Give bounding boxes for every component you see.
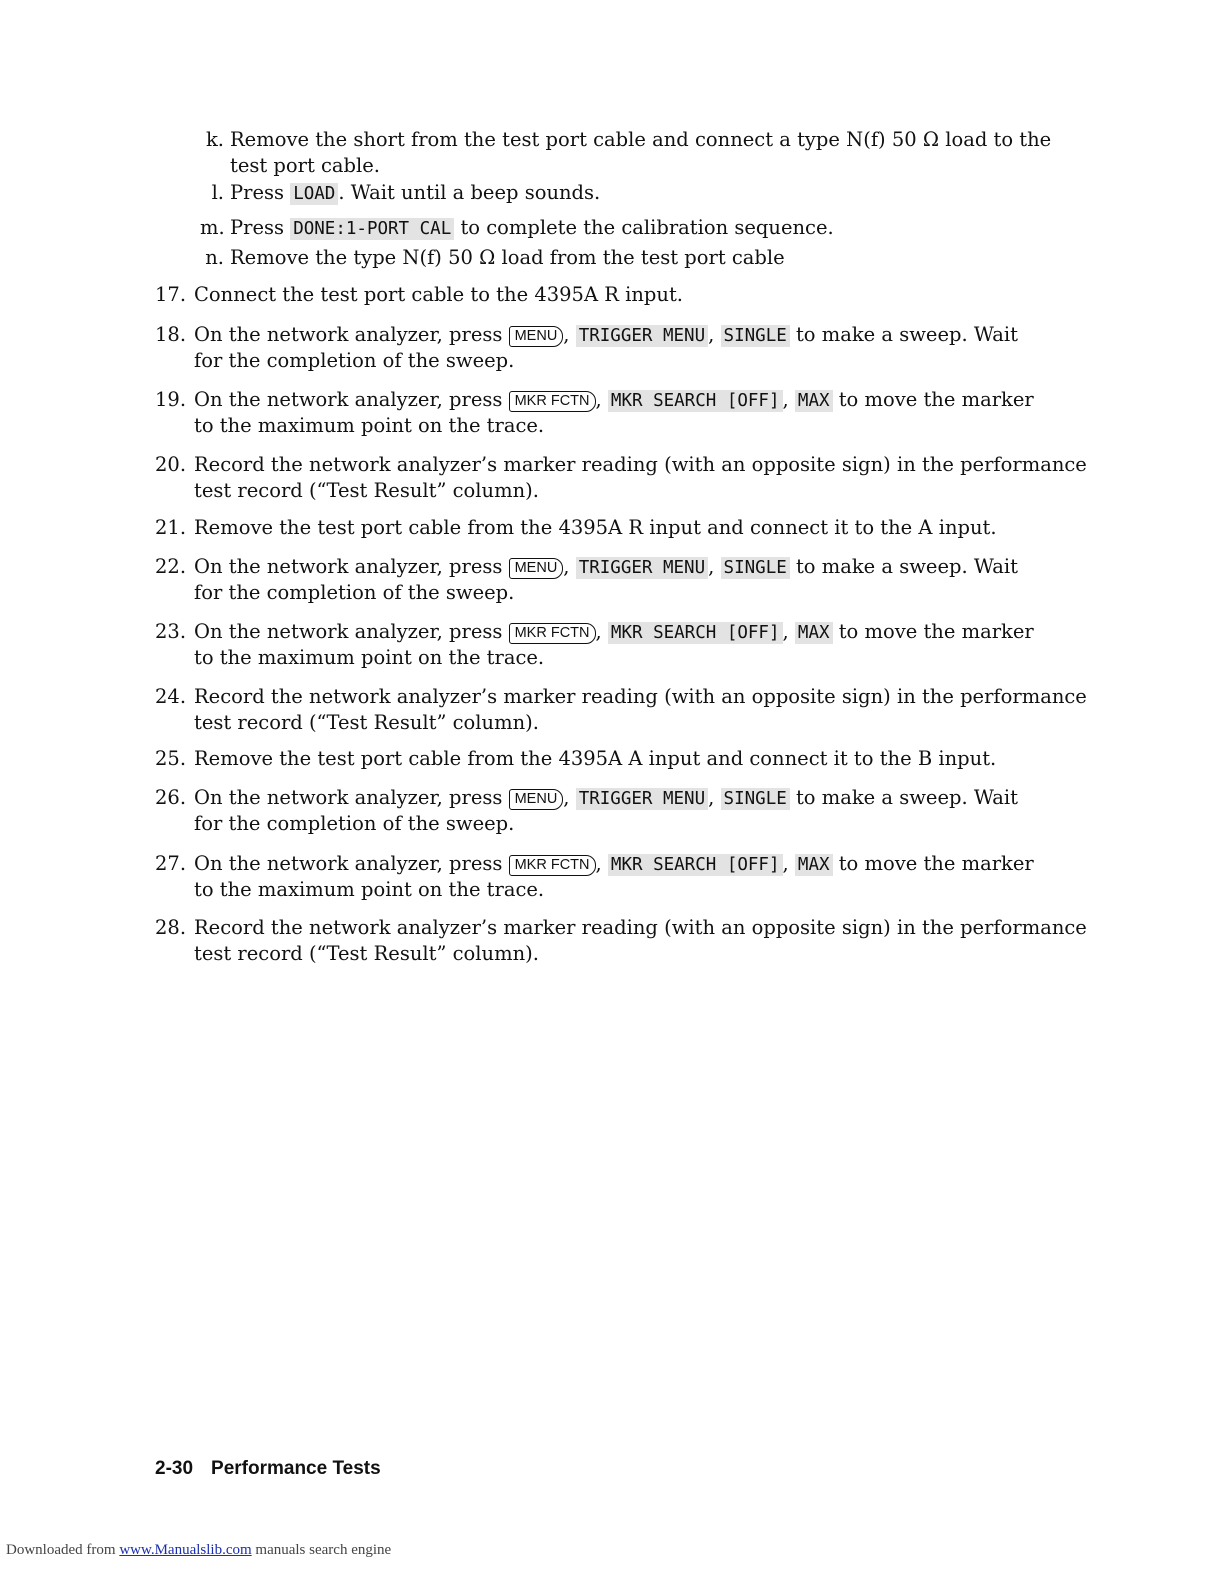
text: to move the marker bbox=[832, 620, 1034, 643]
text: , bbox=[782, 388, 795, 411]
text: to make a sweep. Wait bbox=[789, 786, 1018, 809]
text: On the network analyzer, press bbox=[194, 555, 509, 578]
step-text bbox=[194, 387, 1034, 439]
text-line: for the completion of the sweep. bbox=[194, 349, 515, 372]
step-text bbox=[194, 554, 1018, 606]
text-line: Remove the short from the test port cable and connect a type N(f) 50 Ω load to the bbox=[230, 128, 1052, 151]
text-line: for the completion of the sweep. bbox=[194, 812, 515, 835]
text-line bbox=[194, 851, 1034, 877]
step-text bbox=[230, 127, 1051, 179]
step-text bbox=[194, 915, 1087, 967]
step-text: Remove the type N(f) 50 Ω load from the test port cable bbox=[230, 246, 785, 269]
text: , bbox=[595, 620, 608, 643]
step-number: m. bbox=[200, 216, 225, 239]
step-number: 27. bbox=[155, 852, 187, 875]
step-number: 28. bbox=[155, 916, 187, 939]
step-text: Remove the test port cable from the 4395A A input and connect it to the B input. bbox=[194, 747, 997, 770]
step-text bbox=[194, 851, 1034, 903]
step-text bbox=[194, 452, 1087, 504]
softkey-mkr-search-off: MKR SEARCH [OFF] bbox=[608, 854, 783, 876]
text: On the network analyzer, press bbox=[194, 786, 509, 809]
step-text bbox=[194, 322, 1018, 374]
text-line: test record (“Test Result” column). bbox=[194, 711, 539, 734]
text: to move the marker bbox=[832, 388, 1034, 411]
hardkey-mkr-fctn: MKR FCTN bbox=[509, 855, 596, 876]
step-number: 25. bbox=[155, 747, 187, 770]
hardkey-menu: MENU bbox=[509, 326, 564, 347]
text: , bbox=[563, 323, 576, 346]
text: to make a sweep. Wait bbox=[789, 323, 1018, 346]
text: , bbox=[563, 555, 576, 578]
text-line: to the maximum point on the trace. bbox=[194, 414, 545, 437]
text: Press bbox=[230, 216, 291, 239]
text-line: test port cable. bbox=[230, 154, 381, 177]
download-suffix: manuals search engine bbox=[251, 1542, 392, 1558]
section-title: Performance Tests bbox=[211, 1458, 381, 1479]
text: , bbox=[708, 786, 721, 809]
text: . Wait until a beep sounds. bbox=[338, 181, 601, 204]
text: On the network analyzer, press bbox=[194, 620, 509, 643]
page-number: 2-30 bbox=[155, 1458, 194, 1479]
manualslib-link[interactable]: www.Manualslib.com bbox=[119, 1542, 252, 1558]
text: Press bbox=[230, 181, 291, 204]
text-line: Record the network analyzer’s marker reading (with an opposite sign) in the performance bbox=[194, 685, 1087, 708]
softkey-trigger-menu: TRIGGER MENU bbox=[576, 557, 708, 579]
text: to complete the calibration sequence. bbox=[454, 216, 834, 239]
softkey-max: MAX bbox=[795, 854, 833, 876]
text: , bbox=[595, 852, 608, 875]
text-line: Record the network analyzer’s marker reading (with an opposite sign) in the performance bbox=[194, 453, 1087, 476]
step-text bbox=[194, 619, 1034, 671]
softkey-single: SINGLE bbox=[721, 788, 790, 810]
text: , bbox=[708, 555, 721, 578]
text-line bbox=[194, 619, 1034, 645]
text-line bbox=[194, 387, 1034, 413]
text: , bbox=[708, 323, 721, 346]
text-line: test record (“Test Result” column). bbox=[194, 942, 539, 965]
softkey-single: SINGLE bbox=[721, 557, 790, 579]
download-note bbox=[6, 1542, 391, 1559]
step-text bbox=[230, 215, 834, 242]
softkey-mkr-search-off: MKR SEARCH [OFF] bbox=[608, 390, 783, 412]
step-number: 21. bbox=[155, 516, 187, 539]
step-text bbox=[194, 684, 1087, 736]
step-number: 23. bbox=[155, 620, 187, 643]
softkey-load: LOAD bbox=[290, 183, 338, 205]
step-text bbox=[194, 785, 1018, 837]
step-text: Remove the test port cable from the 4395A R input and connect it to the A input. bbox=[194, 516, 997, 539]
softkey-trigger-menu: TRIGGER MENU bbox=[576, 788, 708, 810]
text: , bbox=[782, 620, 795, 643]
softkey-trigger-menu: TRIGGER MENU bbox=[576, 325, 708, 347]
text-line: for the completion of the sweep. bbox=[194, 581, 515, 604]
step-number: 18. bbox=[155, 323, 187, 346]
text-line: test record (“Test Result” column). bbox=[194, 479, 539, 502]
text: to make a sweep. Wait bbox=[789, 555, 1018, 578]
step-number: 24. bbox=[155, 685, 187, 708]
download-prefix: Downloaded from bbox=[6, 1542, 120, 1558]
text-line: Record the network analyzer’s marker reading (with an opposite sign) in the performance bbox=[194, 916, 1087, 939]
step-text bbox=[230, 180, 600, 207]
step-number: 22. bbox=[155, 555, 187, 578]
step-number: l. bbox=[211, 181, 224, 204]
softkey-max: MAX bbox=[795, 390, 833, 412]
text: , bbox=[595, 388, 608, 411]
hardkey-mkr-fctn: MKR FCTN bbox=[509, 623, 596, 644]
text: On the network analyzer, press bbox=[194, 388, 509, 411]
step-number: 26. bbox=[155, 786, 187, 809]
text: to move the marker bbox=[832, 852, 1034, 875]
text-line bbox=[194, 785, 1018, 811]
softkey-mkr-search-off: MKR SEARCH [OFF] bbox=[608, 622, 783, 644]
hardkey-menu: MENU bbox=[509, 789, 564, 810]
softkey-max: MAX bbox=[795, 622, 833, 644]
hardkey-mkr-fctn: MKR FCTN bbox=[509, 391, 596, 412]
step-number: 19. bbox=[155, 388, 187, 411]
step-number: 17. bbox=[155, 283, 187, 306]
hardkey-menu: MENU bbox=[509, 558, 564, 579]
text: , bbox=[563, 786, 576, 809]
softkey-done-1-port-cal: DONE:1-PORT CAL bbox=[290, 218, 454, 240]
text-line: to the maximum point on the trace. bbox=[194, 646, 545, 669]
page-footer bbox=[155, 1458, 381, 1480]
step-text: Connect the test port cable to the 4395A R input. bbox=[194, 283, 683, 306]
text-line: to the maximum point on the trace. bbox=[194, 878, 545, 901]
step-number: 20. bbox=[155, 453, 187, 476]
text-line bbox=[194, 554, 1018, 580]
text: , bbox=[782, 852, 795, 875]
text: On the network analyzer, press bbox=[194, 852, 509, 875]
step-number: n. bbox=[205, 246, 224, 269]
text: On the network analyzer, press bbox=[194, 323, 509, 346]
softkey-single: SINGLE bbox=[721, 325, 790, 347]
text-line bbox=[194, 322, 1018, 348]
step-number: k. bbox=[205, 128, 224, 151]
